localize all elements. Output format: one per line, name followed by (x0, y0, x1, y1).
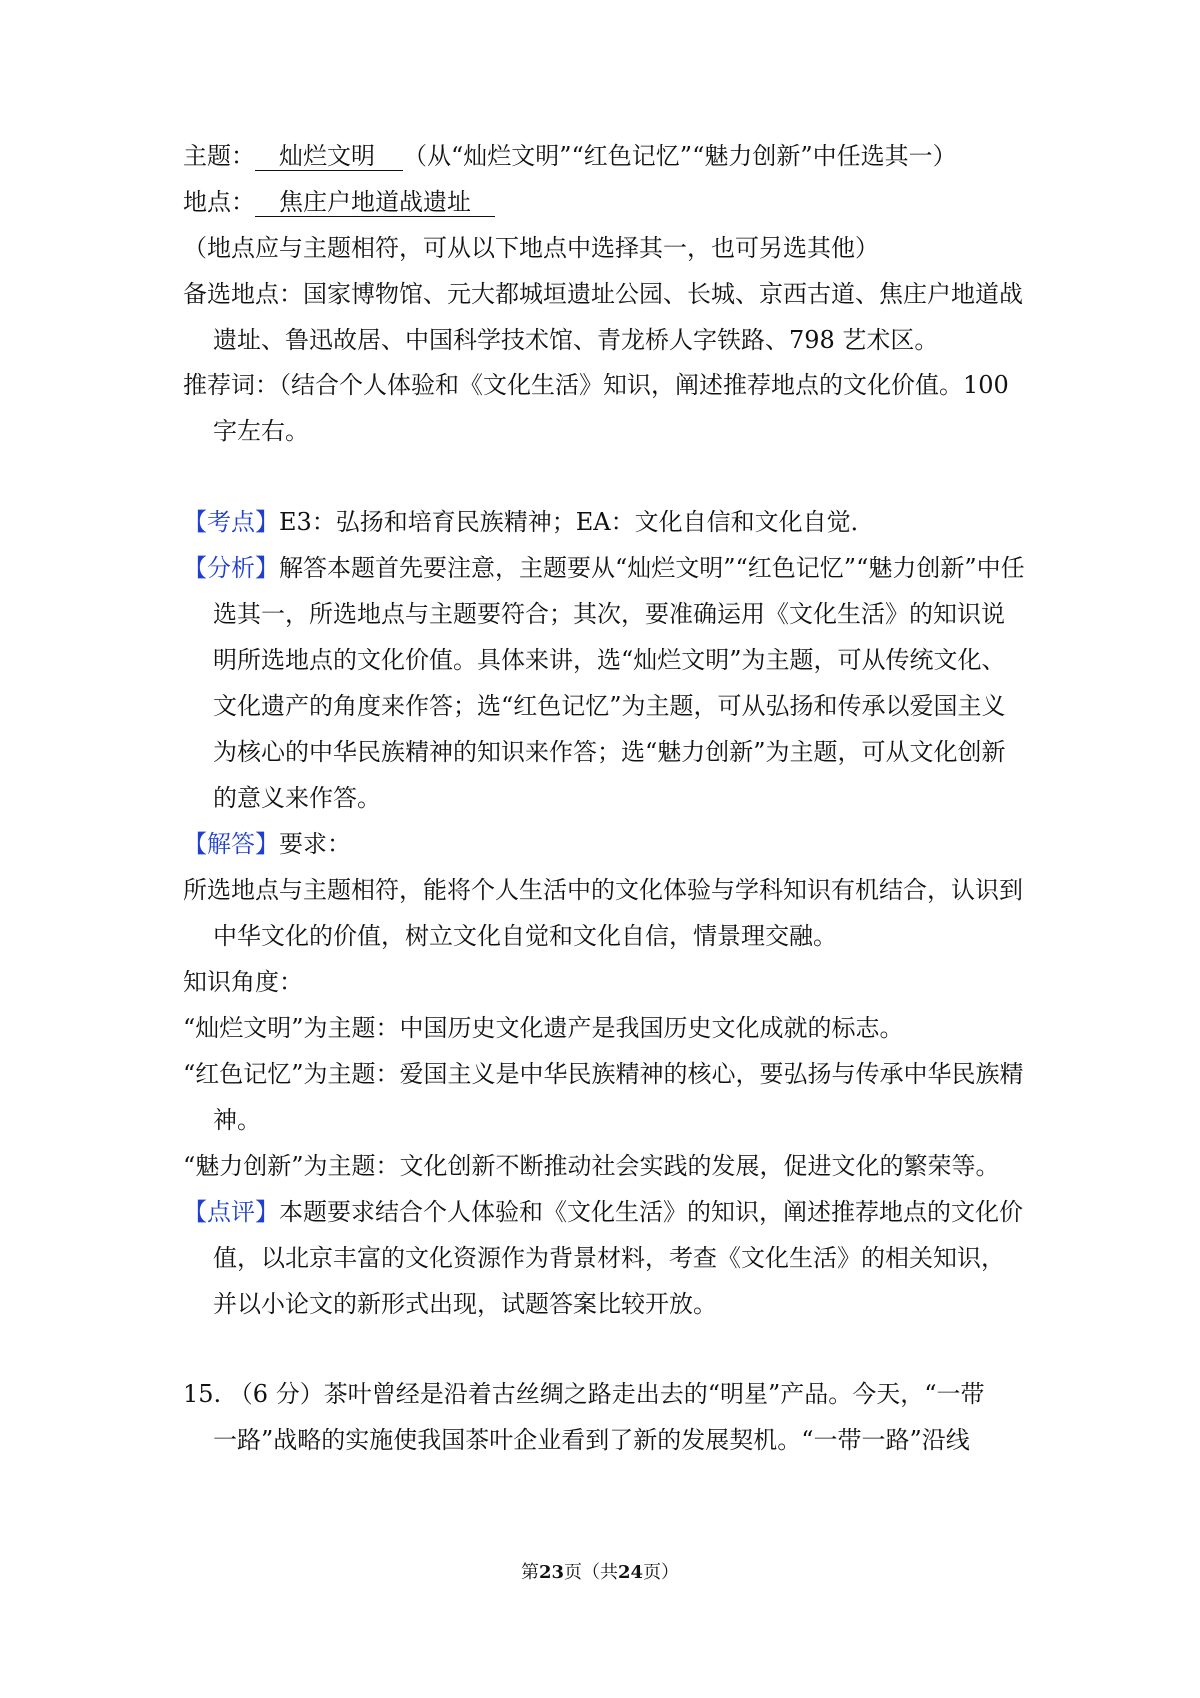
jieda-requirement-line-2: 中华文化的价值，树立文化自觉和文化自信，情景理交融。 (213, 922, 837, 950)
footer-total-pages: 24 (618, 1562, 644, 1583)
theme-answer-blank: 灿烂文明 (255, 142, 403, 171)
theme-hint: （从“灿烂文明”“红色记忆”“魅力创新”中任选其一） (403, 142, 957, 170)
fenxi-section (183, 552, 1023, 584)
jieda-angle-1: “灿烂文明”为主题：中国历史文化遗产是我国历史文化成就的标志。 (183, 1014, 904, 1042)
theme-label: 主题： (183, 142, 255, 170)
jieda-angle-2-line-2: 神。 (213, 1106, 261, 1134)
fenxi-line-3: 明所选地点的文化价值。具体来讲，选“灿烂文明”为主题，可从传统文化、 (213, 646, 1006, 674)
question-15-line-2: 一路”战略的实施使我国茶叶企业看到了新的发展契机。“一带一路”沿线 (213, 1426, 970, 1454)
fenxi-line-4: 文化遗产的角度来作答；选“红色记忆”为主题，可从弘扬和传承以爱国主义 (213, 692, 1006, 720)
footer-page-number: 23 (538, 1562, 564, 1583)
kaodian-section (183, 506, 1023, 538)
footer-prefix: 第 (520, 1562, 539, 1583)
jieda-section (183, 828, 1023, 860)
dianping-line-2: 值，以北京丰富的文化资源作为背景材料，考查《文化生活》的相关知识， (213, 1244, 1005, 1272)
alternatives-line-2: 遗址、鲁迅故居、中国科学技术馆、青龙桥人字铁路、798 艺术区。 (213, 326, 939, 354)
jieda-tag: 【解答】 (183, 830, 279, 858)
question-15-line-1: 15. （6 分）茶叶曾经是沿着古丝绸之路走出去的“明星”产品。今天，“一带 (183, 1380, 985, 1408)
location-answer-blank: 焦庄户地道战遗址 (255, 188, 495, 217)
location-label: 地点： (183, 188, 255, 216)
recommendation-line-1: 推荐词：（结合个人体验和《文化生活》知识，阐述推荐地点的文化价值。100 (183, 371, 1009, 399)
alternatives-line-1: 备选地点：国家博物馆、元大都城垣遗址公园、长城、京西古道、焦庄户地道战 (183, 280, 1023, 308)
jieda-angle-3: “魅力创新”为主题：文化创新不断推动社会实践的发展，促进文化的繁荣等。 (183, 1152, 1000, 1180)
dianping-section (183, 1196, 1023, 1228)
jieda-angle-title: 知识角度： (183, 968, 303, 996)
dianping-line-3: 并以小论文的新形式出现，试题答案比较开放。 (213, 1290, 717, 1318)
fenxi-line-6: 的意义来作答。 (213, 784, 381, 812)
jieda-requirement-line-1: 所选地点与主题相符，能将个人生活中的文化体验与学科知识有机结合，认识到 (183, 876, 1023, 904)
jieda-text: 要求： (279, 830, 351, 858)
fenxi-line-2: 选其一，所选地点与主题要符合；其次，要准确运用《文化生活》的知识说 (213, 600, 1005, 628)
footer-suffix: 页） (643, 1562, 680, 1583)
footer-middle: 页（共 (564, 1562, 618, 1583)
page-footer (0, 1561, 1200, 1585)
fenxi-line-1: 解答本题首先要注意，主题要从“灿烂文明”“红色记忆”“魅力创新”中任 (279, 554, 1025, 582)
fenxi-line-5: 为核心的中华民族精神的知识来作答；选“魅力创新”为主题，可从文化创新 (213, 738, 1006, 766)
kaodian-tag: 【考点】 (183, 508, 279, 536)
dianping-line-1: 本题要求结合个人体验和《文化生活》的知识，阐述推荐地点的文化价 (279, 1198, 1023, 1226)
jieda-angle-2-line-1: “红色记忆”为主题：爱国主义是中华民族精神的核心，要弘扬与传承中华民族精 (183, 1060, 1024, 1088)
recommendation-line-2: 字左右。 (213, 417, 309, 445)
theme-line (183, 140, 1023, 172)
location-line (183, 186, 1023, 218)
fenxi-tag: 【分析】 (183, 554, 279, 582)
dianping-tag: 【点评】 (183, 1198, 279, 1226)
kaodian-text: E3：弘扬和培育民族精神；EA：文化自信和文化自觉． (279, 508, 875, 536)
location-hint: （地点应与主题相符，可从以下地点中选择其一，也可另选其他） (183, 234, 879, 262)
